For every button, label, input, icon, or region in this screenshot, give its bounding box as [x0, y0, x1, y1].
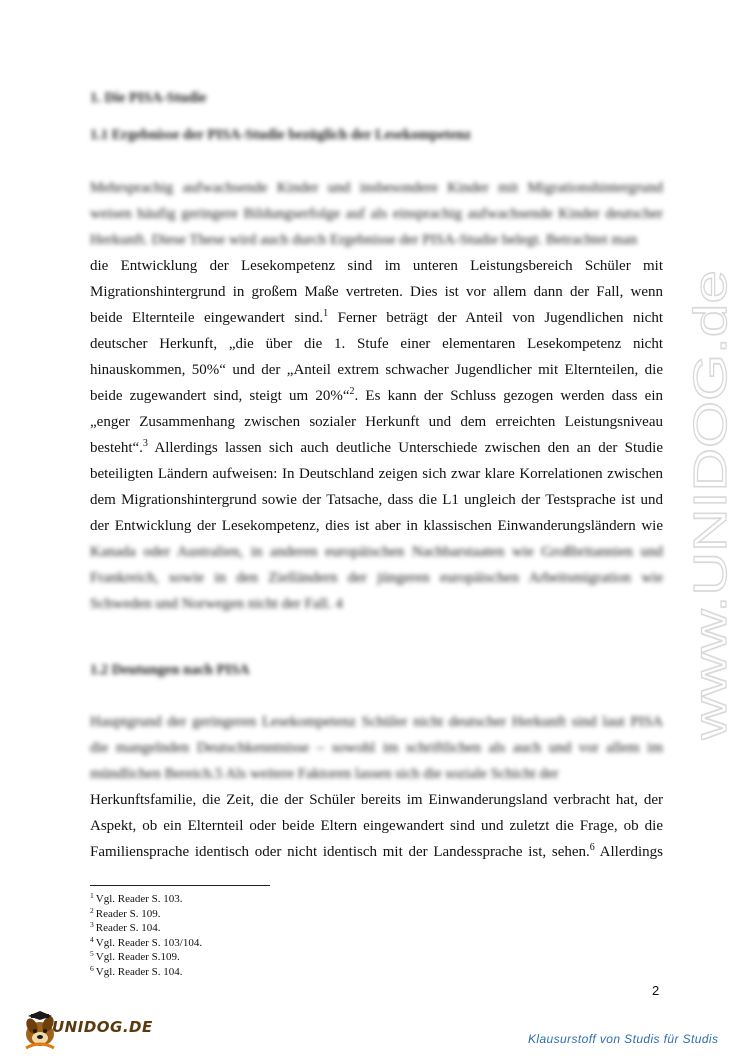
text-line [90, 409, 663, 435]
line-text: dem Migrationshintergrund sowie der Tatsache, dass die L1 ungleich der Testsprache ist und [90, 492, 663, 508]
text-line [90, 487, 663, 513]
text-line: Hauptgrund der geringeren Lesekompetenz Schüler nicht deutscher Herkunft sind laut PISA [90, 714, 663, 730]
text-line [90, 461, 663, 487]
text-line [90, 513, 663, 539]
footnote-item [90, 965, 202, 980]
section-heading-1-2: 1.2 Deutungen nach PISA [90, 662, 250, 678]
line-text: deutscher Herkunft, „die über die 1. Stufe einer elementaren Lesekompetenz nicht [90, 336, 663, 352]
text-line [90, 435, 663, 461]
line-text-cont: Ferner beträgt der Anteil von Jugendlichen nicht [328, 310, 663, 326]
text-line [90, 839, 663, 865]
chapter-heading: 1. Die PISA-Studie [90, 90, 207, 106]
text-line [90, 813, 663, 839]
paragraph-1-blurred-intro [90, 175, 663, 253]
text-line: Frankreich, sowie in den Zielländern der jüngeren europäischen Arbeitsmigration wie [90, 570, 663, 586]
text-line: Kanada oder Australien, in anderen europäischen Nachbarstaaten wie Großbritannien und [90, 544, 663, 560]
paragraph-2-visible [90, 787, 663, 865]
footnote-text: Vgl. Reader S. 103/104. [95, 936, 203, 949]
text-line [90, 331, 663, 357]
text-line [90, 279, 663, 305]
footnote-text: Reader S. 104. [95, 922, 161, 934]
line-text-cont: . Es kann der Schluss gezogen werden dass ein [354, 388, 663, 404]
footnote-item [90, 892, 202, 907]
text-line [90, 253, 663, 279]
text-line [90, 305, 663, 331]
line-text: Familiensprache identisch oder nicht identisch mit der Landessprache ist, sehen. [90, 844, 590, 860]
footnote-number: 1 [90, 891, 94, 900]
footnote-text: Vgl. Reader S. 104. [95, 965, 183, 978]
footnote-item [90, 907, 202, 922]
slogan: Klausurstoff von Studis für Studis [528, 1032, 719, 1046]
page-number: 2 [652, 983, 660, 998]
footnote-separator [90, 885, 270, 886]
footnote-item [90, 950, 202, 965]
line-text: die Entwicklung der Lesekompetenz sind im unteren Leistungsbereich Schüler mit [90, 258, 663, 274]
paragraph-2-blurred-intro [90, 709, 663, 787]
text-line [90, 787, 663, 813]
footnote-number: 3 [90, 920, 94, 929]
footnote-ref[interactable]: 1 [323, 308, 329, 319]
footnote-ref[interactable]: 6 [589, 842, 595, 853]
line-text: beteiligten Ländern aufweisen: In Deutschland zeigen sich zwar klare Korrelationen zwischen [90, 466, 663, 482]
line-text: Aspekt, ob ein Elternteil oder beide Eltern eingewandert sind und zuletzt die Frage, ob die [90, 818, 663, 834]
footnote-text: Vgl. Reader S.109. [95, 951, 180, 963]
text-line: mündlichen Bereich.5 Als weitere Faktoren lassen sich die soziale Schicht der [90, 766, 559, 782]
text-line: weisen häufig geringere Bildungserfolge auf als einsprachig aufwachsende Kinder deutscher [90, 206, 663, 222]
footnote-item [90, 936, 202, 951]
footnote-number: 5 [90, 949, 94, 958]
line-text-cont: Allerdings lassen sich auch deutliche Unterschiede zwischen den an der Studie [147, 440, 663, 456]
paragraph-1-visible [90, 253, 663, 539]
watermark [664, 270, 750, 740]
logo-text: UNIDOG.DE [52, 1018, 153, 1036]
footnote-ref[interactable]: 2 [349, 386, 355, 397]
text-line: Mehrsprachig aufwachsende Kinder und insbesondere Kinder mit Migrationshintergrund [90, 180, 663, 196]
footnote-item [90, 921, 202, 936]
text-line [90, 357, 663, 383]
watermark-text: www.UNIDOG.de [684, 382, 736, 740]
line-text: beide zugewandert sind, steigt um 20%“ [90, 388, 350, 404]
line-text: der Entwicklung der Lesekompetenz, dies ist aber in klassischen Einwanderungsländern wie [90, 518, 663, 534]
footnote-text: Reader S. 109. [95, 907, 161, 920]
line-text: „enger Zusammenhang zwischen sozialer Herkunft und dem erreichten Leistungsniveau [90, 414, 663, 430]
line-text: beide Elternteile eingewandert sind. [90, 310, 324, 326]
footnote-ref[interactable]: 3 [142, 438, 148, 449]
text-line: Schweden und Norwegen nicht der Fall. 4 [90, 596, 343, 612]
footnote-number: 6 [90, 963, 94, 973]
line-text-cont: Allerdings [594, 844, 663, 860]
footnote-number: 4 [90, 934, 94, 944]
section-heading-1-1: 1.1 Ergebnisse der PISA-Studie bezüglich der Lesekompetenz [90, 127, 471, 143]
text-line [90, 383, 663, 409]
footnote-text: Vgl. Reader S. 103. [95, 893, 183, 905]
line-text: Migrationshintergrund in großem Maße vertreten. Dies ist vor allem dann der Fall, wenn [90, 284, 663, 300]
footnotes [90, 892, 202, 979]
line-text: Herkunftsfamilie, die Zeit, die der Schüler bereits im Einwanderungsland verbracht hat, der [90, 792, 663, 808]
text-line: die mangelnden Deutschkenntnisse – sowohl im schriftlichen als auch und vor allem im [90, 740, 663, 756]
paragraph-1-blurred-tail [90, 539, 663, 617]
footnote-number: 2 [90, 905, 94, 915]
text-line: Herkunft. Diese These wird auch durch Ergebnisse der PISA-Studie belegt. Betrachtet man [90, 232, 638, 248]
line-text: hinauskommen, 50%“ und der „Anteil extrem schwacher Jugendlicher mit Elternteilen, die [90, 362, 663, 378]
line-text: besteht“. [90, 440, 143, 456]
